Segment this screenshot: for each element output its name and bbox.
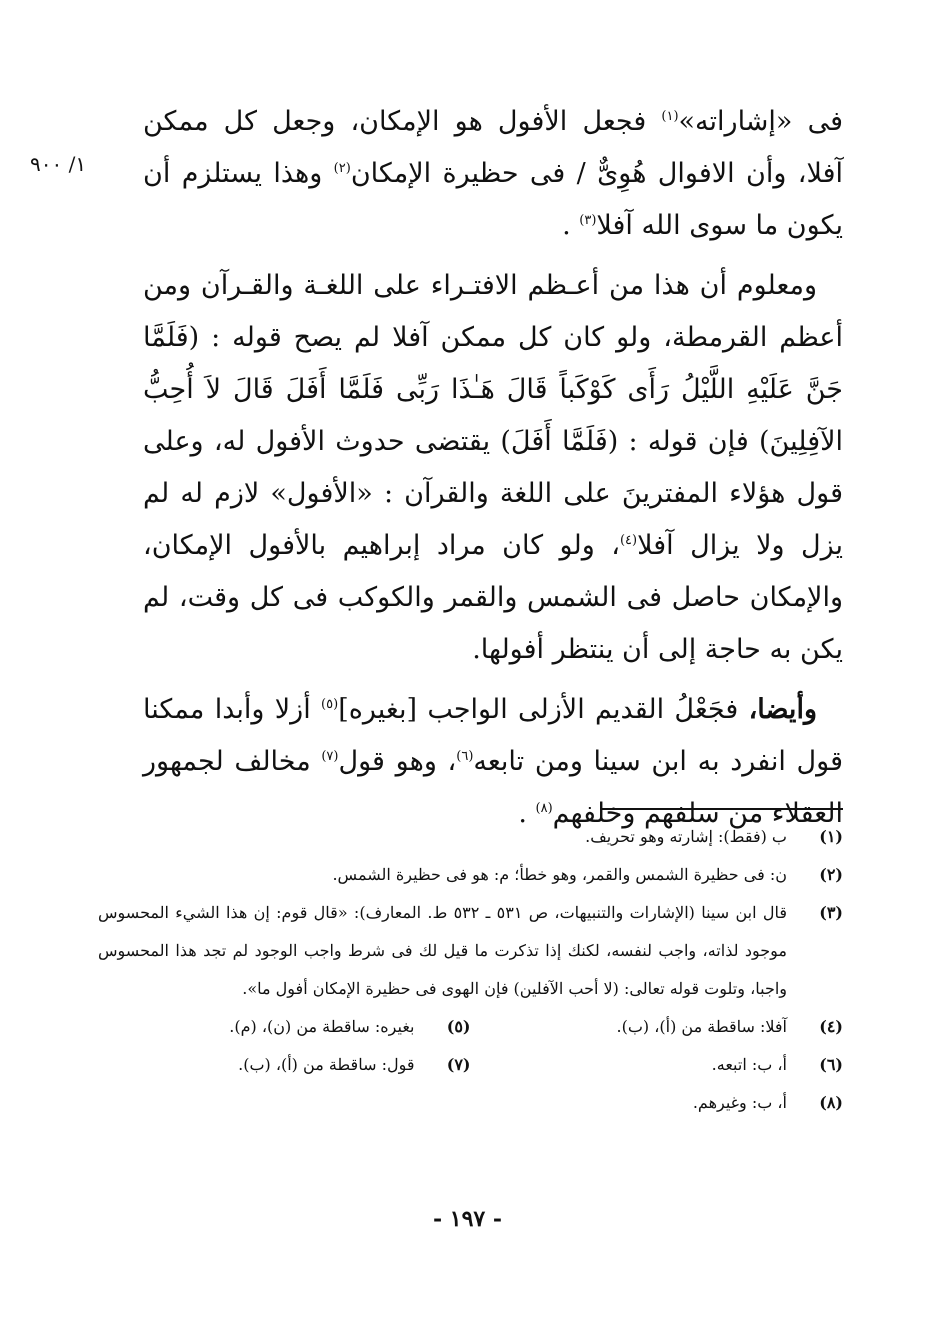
footnotes [98,818,843,1122]
footnote-pair [98,1084,843,1122]
footnote [468,1084,843,1122]
footnote-text: بغيره: ساقطة من (ن)، (م). [229,1017,415,1036]
page-number: - ١٩٧ - [432,1206,503,1232]
footnote-text: قال ابن سينا (الإشارات والتنبيهات، ص ٥٣١ ـ ٥٣٢ ط. المعارف): «قال قوم: إن هذا الشيء المحسوس موجود لذاته، واجب لنفسه، لكنك إذا تذكرت ما قيل لك فى شرط واجب الوجود لم تجد هذا المحسوس واجبا، وتلوت قوله تعالى: (لا أحب الآفلين) فإن الهوى فى حظيرة الإمكان أفول ما». [98,903,788,998]
text-segment: فجَعْلُ القديم الأزلى الواجب [بغيره] [338,694,749,725]
footnote [98,1008,471,1046]
text-segment: فجعل الأفول هو الإمكان، وجعل كل ممكن آفلا، وأن الافوال هُوِىٌّ / فى حظيرة الإمكان [143,106,843,189]
text-segment: أزلا وأبدا ممكنا قول انفرد به ابن سينا ومن تابعه [143,694,844,777]
footnote-pair [98,1046,843,1084]
text-segment: . [562,210,580,241]
footnote-ref-7[interactable]: (٧) [321,749,339,764]
footnote-pair [98,1008,843,1046]
bold-lead: وأيضا، [748,694,817,725]
text-segment: ، وهو قول [338,746,457,777]
text-segment: ، ولو كان مراد إبراهيم بالأفول الإمكان، والإمكان حاصل فى الشمس والقمر والكوكب فى كل وقت، لم يكن به حاجة إلى أن ينتظر أفولها. [143,530,843,665]
footnote-text: أ، ب: وغيرهم. [692,1093,787,1112]
footnote [471,1046,844,1084]
footnote-ref-2[interactable]: (٢) [333,161,351,176]
text-segment: وهذا يستلزم أن يكون ما سوى الله آفلا [143,158,843,241]
footnote-number: (١) [819,827,843,846]
footnote-number: (٤) [819,1017,843,1036]
text-segment: ومعلوم أن هذا من أعـظم الافتـراء على اللغـة والقـرآن ومن أعظم القرمطة، ولو كان كل ممكن آفلا لم يصح قوله : (فَلَمَّا جَنَّ عَلَيْهِ اللَّيْلُ رَأَى كَوْكَباً قَالَ هَـٰذَا رَبِّى فَلَمَّا أَفَلَ قَالَ لاَ أُحِبُّ الآفِلِينَ) فإن قوله : (فَلَمَّا أَفَلَ) يقتضى حدوث الأفول له، وعلى قول هؤلاء المفترينَ على اللغة والقرآن : «الأفول» لازم له لم يزل ولا يزال آفلا [143,270,844,561]
footnote-ref-5[interactable]: (٥) [321,697,339,712]
footnote-number: (٣) [819,903,843,922]
footnote-number: (٧) [446,1055,471,1074]
footnote-ref-1[interactable]: (١) [661,109,679,124]
main-text [143,96,843,840]
footnote [98,856,843,894]
footnote [98,894,843,1008]
footnote-number: (٨) [819,1093,843,1112]
footnote-ref-3[interactable]: (٣) [579,213,597,228]
footnote [98,1046,471,1084]
paragraph-1 [143,96,843,252]
paragraph-2 [143,260,843,676]
footnote-text: ب (فقط): إشارته وهو تحريف. [585,827,787,846]
footnote-number: (٢) [819,865,843,884]
text-segment: . [518,798,536,829]
footnote-number: (٥) [446,1017,471,1036]
footnote-text: ن: فى حظيرة الشمس والقمر، وهو خطأ؛ م: هو فى حظيرة الشمس. [332,865,787,884]
paragraph-3 [143,684,843,840]
text-segment: فى «إشاراته» [678,106,843,137]
footnote-ref-4[interactable]: (٤) [619,533,638,548]
footnote-text: آفلا: ساقطة من (أ)، (ب). [616,1017,787,1036]
footnote-divider [601,808,843,810]
text-segment: مخالف لجمهور العقلاء من سلفهم وخلفهم [143,746,843,829]
footnote-ref-6[interactable]: (٦) [456,749,474,764]
footnote-text: أ، ب: اتبعه. [711,1055,787,1074]
footnote [98,818,843,856]
margin-manuscript-reference: ١/ ٩٠٠ [30,152,87,176]
footnote [471,1008,844,1046]
footnote-ref-8[interactable]: (٨) [535,801,553,816]
footnote-text: قول: ساقطة من (أ)، (ب). [238,1055,415,1074]
footnote-number: (٦) [819,1055,843,1074]
